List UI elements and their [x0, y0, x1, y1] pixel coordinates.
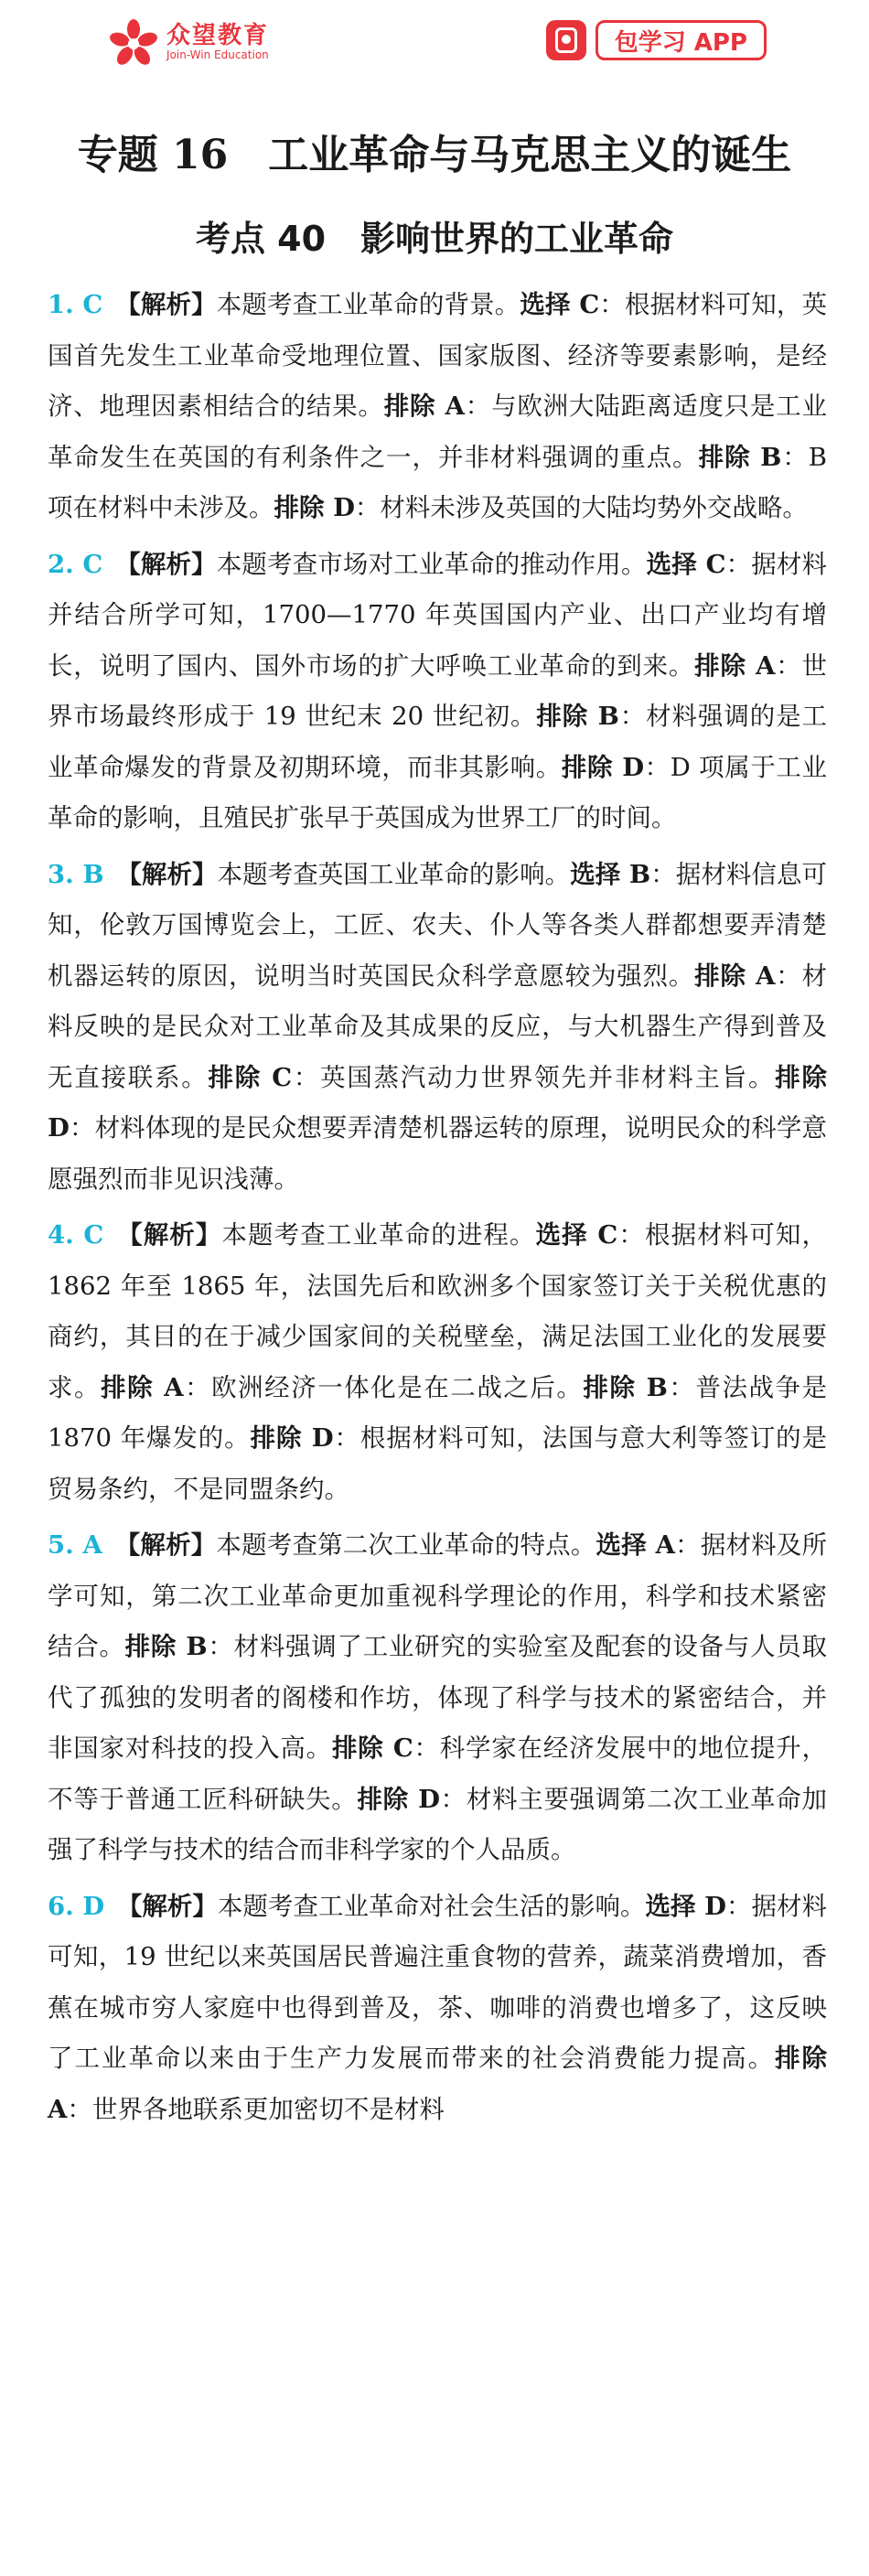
explanation-text: ：普法战争是 1870 年爆发的。	[48, 1372, 828, 1453]
explanation-text: 本题考查工业革命的进程。	[221, 1220, 536, 1250]
keyword: 选择 A	[595, 1530, 675, 1560]
keyword: 排除 D	[561, 752, 645, 782]
answer-number: 1. C	[48, 290, 103, 319]
explanation-text: ：材料强调的是工业革命爆发的背景及初期环境，而非其影响。	[48, 702, 827, 782]
app-icon	[546, 20, 586, 60]
flower-logo-icon	[108, 16, 159, 68]
answer-number: 6. D	[48, 1891, 105, 1921]
explanation-text: ：材料未涉及英国的大陆均势外交战略。	[354, 493, 808, 522]
explanation-text: ：根据材料可知，1862 年至 1865 年，法国先后和欧洲多个国家签订关于关税优惠的商约，其目的在于减少国家间的关税壁垒，满足法国工业化的发展要求。	[48, 1220, 828, 1402]
keyword: 选择 B	[570, 859, 651, 889]
explanation-text: 本题考查第二次工业革命的特点。	[216, 1530, 596, 1560]
brand-name: 众望教育	[166, 22, 270, 50]
analysis-tag: 【解析】	[116, 1891, 218, 1921]
answer-number: 4. C	[48, 1220, 104, 1250]
explanation-text: ：欧洲经济一体化是在二战之后。	[183, 1372, 584, 1402]
explanation-text: ：世界市场最终形成于 19 世纪末 20 世纪初。	[48, 650, 828, 731]
answer-item	[48, 1210, 827, 1515]
explanation-text: 本题考查工业革命对社会生活的影响。	[217, 1891, 646, 1921]
answer-list	[0, 280, 869, 2135]
explanation-text: ：材料强调了工业研究的实验室及配套的设备与人员取代了孤独的发明者的阁楼和作坊，体现了科学与技术的紧密结合，并非国家对科技的投入高。	[48, 1632, 827, 1763]
explanation-text: ：据材料可知，19 世纪以来英国居民普遍注重食物的营养，蔬菜消费增加，香蕉在城市穷人家庭中也得到普及，茶、咖啡的消费也增多了，这反映了工业革命以来由于生产力发展而带来的社会消费能力提高。	[48, 1891, 828, 2073]
explanation-text: ：英国蒸汽动力世界领先并非材料主旨。	[292, 1062, 776, 1092]
explanation-text: ：材料主要强调第二次工业革命加强了科学与技术的结合而非科学家的个人品质。	[48, 1784, 828, 1864]
answer-number: 5. A	[48, 1530, 102, 1560]
keyword: 排除 A	[383, 392, 465, 421]
explanation-text: ：B 项在材料中未涉及。	[48, 442, 827, 522]
keyword: 选择 C	[535, 1220, 618, 1250]
analysis-tag: 【解析】	[115, 290, 217, 319]
explanation-text: ：材料反映的是民众对工业革命及其成果的反应，与大机器生产得到普及无直接联系。	[48, 961, 828, 1092]
app-badge[interactable]	[546, 20, 767, 60]
keyword: 排除 C	[331, 1733, 413, 1763]
explanation-text: ：材料体现的是民众想要弄清楚机器运转的原理，说明民众的科学意愿强烈而非见识浅薄。	[48, 1113, 827, 1194]
keyword: 选择 C	[646, 549, 726, 579]
keyword: 排除 A	[48, 2044, 828, 2124]
keyword: 排除 B	[583, 1372, 668, 1402]
keyword: 排除 D	[274, 493, 355, 522]
section-title: 考点 40 影响世界的工业革命	[195, 219, 674, 259]
analysis-tag: 【解析】	[114, 1530, 217, 1560]
answer-item	[48, 850, 827, 1206]
keyword: 选择 C	[520, 290, 600, 319]
keyword: 排除 A	[101, 1372, 184, 1402]
brand-subtitle: Join-Win Education	[166, 48, 269, 61]
brand-text	[166, 23, 269, 61]
explanation-text: ：据材料并结合所学可知，1700—1770 年英国国内产业、出口产业均有增长，说明了国内、国外市场的扩大呼唤工业革命的到来。	[48, 549, 828, 681]
analysis-tag: 【解析】	[116, 859, 218, 889]
explanation-text: 本题考查英国工业革命的影响。	[217, 859, 571, 889]
explanation-text: ：据材料信息可知，伦敦万国博览会上，工匠、农夫、仆人等各类人群都想要弄清楚机器运转的原因，说明当时英国民众科学意愿较为强烈。	[48, 859, 828, 991]
keyword: 排除 D	[357, 1784, 440, 1814]
explanation-text: ：世界各地联系更加密切不是材料	[67, 2094, 445, 2124]
keyword: 选择 D	[645, 1891, 726, 1921]
explanation-text: ：据材料及所学可知，第二次工业革命更加重视科学理论的作用，科学和技术紧密结合。	[48, 1530, 828, 1661]
explanation-text: ：根据材料可知，英国首先发生工业革命受地理位置、国家版图、经济等要素影响，是经济、地理因素相结合的结果。	[48, 290, 828, 421]
explanation-text: ：科学家在经济发展中的地位提升，不等于普通工匠科研缺失。	[48, 1733, 828, 1814]
page-header	[0, 0, 869, 110]
keyword: 排除 C	[208, 1062, 293, 1092]
chapter-title: 专题 16 工业革命与马克思主义的诞生	[77, 132, 792, 178]
keyword: 排除 A	[694, 650, 776, 681]
keyword: 排除 A	[694, 961, 776, 991]
keyword: 排除 D	[250, 1423, 334, 1453]
explanation-text: ：D 项属于工业革命的影响，且殖民扩张早于英国成为世界工厂的时间。	[48, 752, 828, 832]
brand-logo	[108, 16, 269, 68]
answer-number: 3. B	[48, 859, 104, 889]
answer-number: 2. C	[48, 549, 103, 579]
answer-item	[48, 540, 827, 844]
explanation-text: 本题考查市场对工业革命的推动作用。	[216, 549, 647, 579]
answer-item	[48, 280, 827, 534]
analysis-tag: 【解析】	[115, 549, 217, 579]
answer-item	[48, 1520, 827, 1876]
explanation-text: ：根据材料可知，法国与意大利等签订的是贸易条约，不是同盟条约。	[48, 1423, 828, 1504]
keyword: 排除 B	[124, 1632, 208, 1661]
explanation-text: 本题考查工业革命的背景。	[216, 290, 520, 319]
answer-item	[48, 1882, 827, 2136]
app-label: 包学习 APP	[595, 20, 767, 60]
keyword: 排除 D	[48, 1062, 828, 1143]
explanation-text: ：与欧洲大陆距离适度只是工业革命发生在英国的有利条件之一，并非材料强调的重点。	[48, 392, 828, 472]
keyword: 排除 B	[536, 702, 619, 731]
analysis-tag: 【解析】	[116, 1220, 222, 1250]
keyword: 排除 B	[698, 442, 782, 472]
